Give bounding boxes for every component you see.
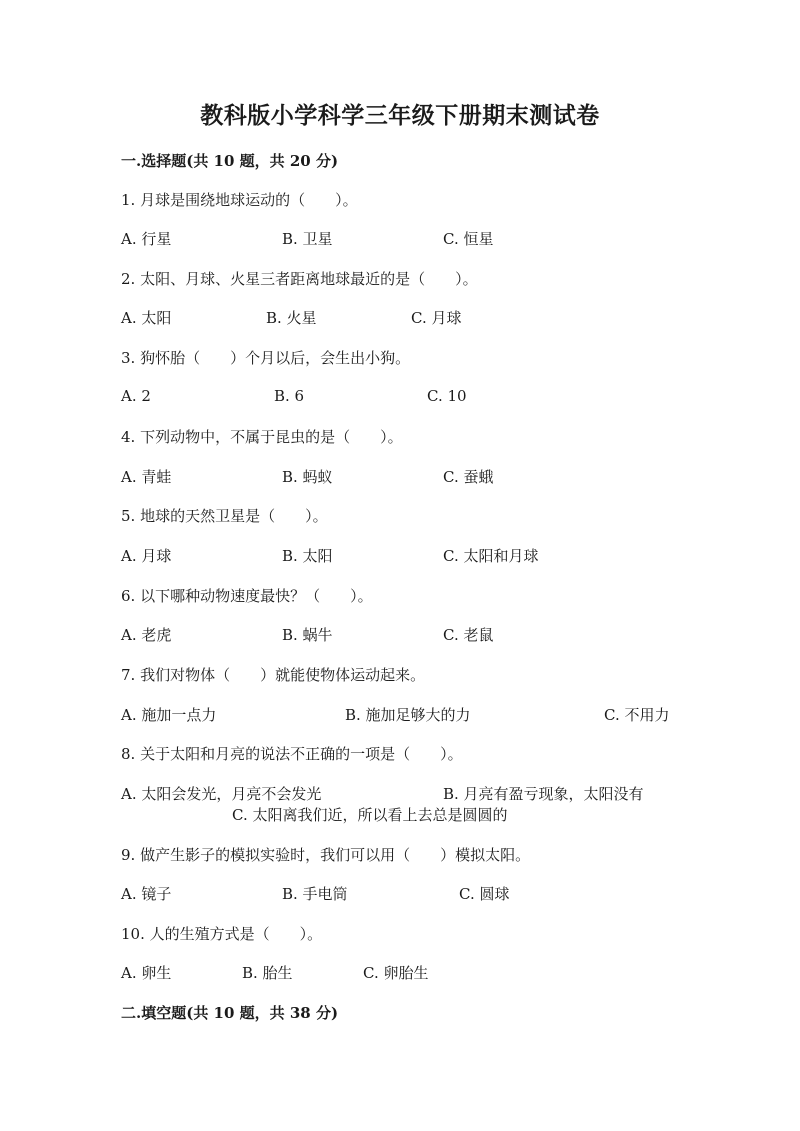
question-2: 2. 太阳、月球、火星三者距离地球最近的是（ ）。 xyxy=(121,270,478,288)
option-1b: B. 卫星 xyxy=(282,230,333,248)
option-3a: A. 2 xyxy=(121,387,151,405)
option-10a: A. 卵生 xyxy=(121,964,172,982)
page-title: 教科版小学科学三年级下册期末测试卷 xyxy=(200,102,600,129)
option-9b: B. 手电筒 xyxy=(282,885,348,903)
option-10c: C. 卵胎生 xyxy=(363,964,429,982)
option-7a: A. 施加一点力 xyxy=(121,706,217,724)
question-1: 1. 月球是围绕地球运动的（ ）。 xyxy=(121,191,358,209)
question-3: 3. 狗怀胎（ ）个月以后，会生出小狗。 xyxy=(121,349,411,367)
option-4b: B. 蚂蚁 xyxy=(282,468,333,486)
question-8: 8. 关于太阳和月亮的说法不正确的一项是（ ）。 xyxy=(121,745,463,763)
question-10: 10. 人的生殖方式是（ ）。 xyxy=(121,925,323,943)
option-7b: B. 施加足够大的力 xyxy=(345,706,471,724)
section-heading-choice: 一.选择题(共 10 题，共 20 分) xyxy=(121,152,339,170)
option-2b: B. 火星 xyxy=(266,309,317,327)
option-5b: B. 太阳 xyxy=(282,547,333,565)
option-1a: A. 行星 xyxy=(121,230,172,248)
option-8c: C. 太阳离我们近，所以看上去总是圆圆的 xyxy=(232,806,508,824)
question-5: 5. 地球的天然卫星是（ ）。 xyxy=(121,507,328,525)
option-1c: C. 恒星 xyxy=(443,230,494,248)
option-2c: C. 月球 xyxy=(411,309,462,327)
option-8a: A. 太阳会发光，月亮不会发光 xyxy=(121,785,322,803)
option-4c: C. 蚕蛾 xyxy=(443,468,494,486)
question-4: 4. 下列动物中，不属于昆虫的是（ ）。 xyxy=(121,428,403,446)
option-10b: B. 胎生 xyxy=(242,964,293,982)
option-3b: B. 6 xyxy=(274,387,305,405)
option-6b: B. 蜗牛 xyxy=(282,626,333,644)
option-4a: A. 青蛙 xyxy=(121,468,172,486)
option-8b: B. 月亮有盈亏现象，太阳没有 xyxy=(443,785,644,803)
section-heading-fill: 二.填空题(共 10 题，共 38 分) xyxy=(121,1004,339,1022)
option-3c: C. 10 xyxy=(427,387,467,405)
option-2a: A. 太阳 xyxy=(121,309,172,327)
option-5c: C. 太阳和月球 xyxy=(443,547,539,565)
option-9c: C. 圆球 xyxy=(459,885,510,903)
question-6: 6. 以下哪种动物速度最快？（ ）。 xyxy=(121,587,373,605)
option-9a: A. 镜子 xyxy=(121,885,172,903)
question-9: 9. 做产生影子的模拟实验时，我们可以用（ ）模拟太阳。 xyxy=(121,846,531,864)
option-6a: A. 老虎 xyxy=(121,626,172,644)
option-6c: C. 老鼠 xyxy=(443,626,494,644)
option-5a: A. 月球 xyxy=(121,547,172,565)
option-7c: C. 不用力 xyxy=(604,706,670,724)
question-7: 7. 我们对物体（ ）就能使物体运动起来。 xyxy=(121,666,426,684)
